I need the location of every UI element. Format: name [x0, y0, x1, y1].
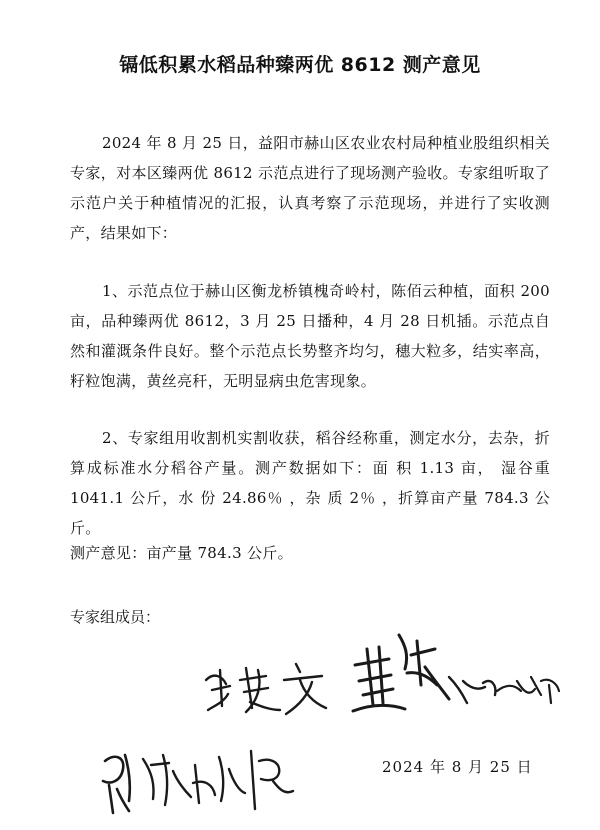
expert-members-label: 专家组成员：: [70, 608, 161, 626]
item-2-paragraph: 2、专家组用收割机实割收获，稻谷经称重，测定水分，去杂，折算成标准水分稻谷产量。测产数据如下：面 积 1.13 亩， 湿谷重 1041.1 公斤，水 份 24.86％ ，杂 质 2％ ，折算亩产量 784.3 公斤。: [70, 429, 550, 537]
intro-paragraph: 2024 年 8 月 25 日，益阳市赫山区农业农村局种植业股组织相关专家，对本区臻两优 8612 示范点进行了现场测产验收。专家组听取了示范户关于种植情况的汇报，认真考察了示范现场，并进行了实收测产，结果如下：: [70, 134, 550, 242]
item-1-paragraph: 1、示范点位于赫山区衡龙桥镇槐奇岭村，陈佰云种植，面积 200 亩，品种臻两优 8612，3 月 25 日播种，4 月 28 日机插。示范点自然和灌溉条件良好。整个示范点长势整齐均匀，穗大粒多，结实率高，籽粒饱满，黄丝亮秆，无明显病虫危害现象。: [70, 282, 550, 390]
signature-2: [345, 625, 570, 720]
signature-3: [95, 735, 305, 820]
document-title: 镉低积累水稻品种臻两优 8612 测产意见: [119, 54, 481, 76]
document-date: 2024 年 8 月 25 日: [382, 758, 533, 776]
signature-1: [200, 650, 340, 720]
opinion-paragraph: 测产意见：亩产量 784.3 公斤。: [70, 544, 293, 562]
